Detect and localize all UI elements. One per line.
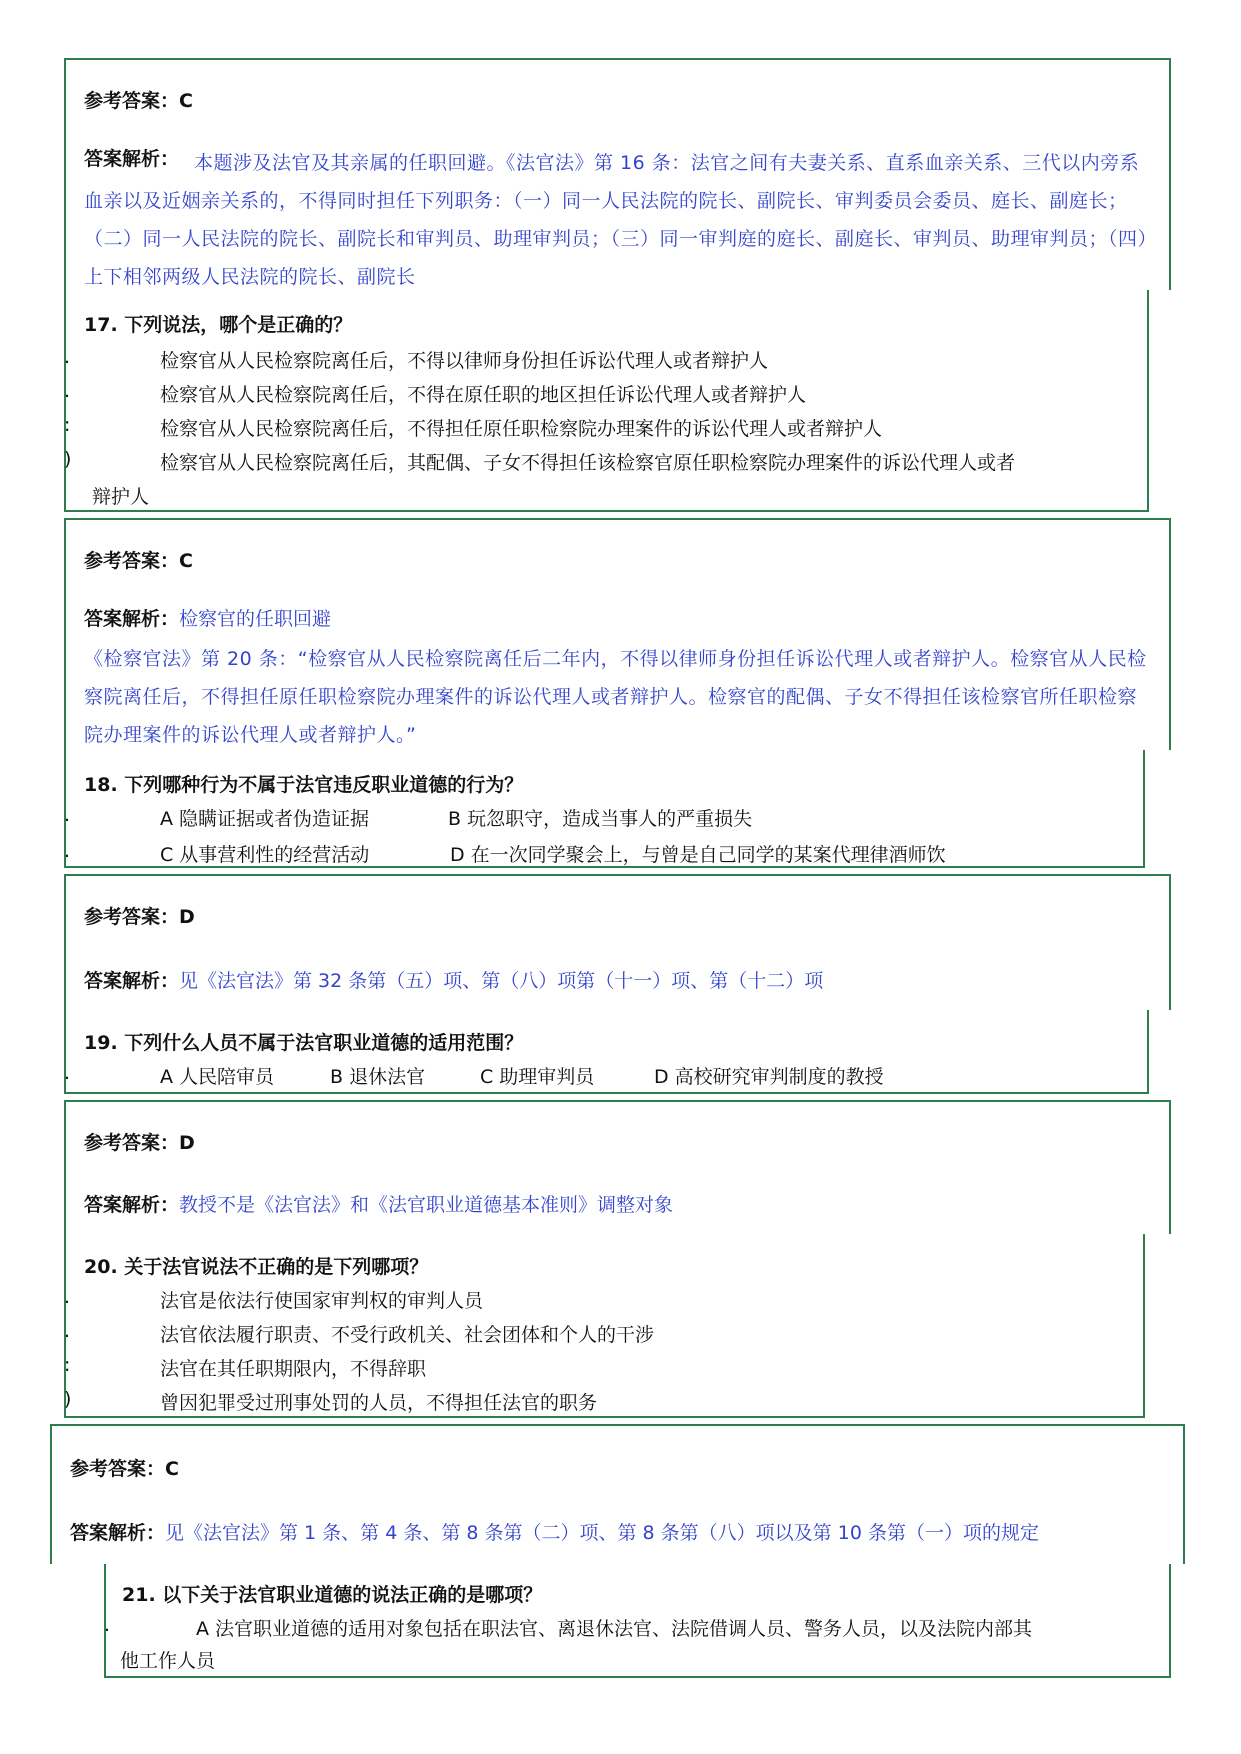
option-marker: . xyxy=(64,380,71,402)
option-marker: : xyxy=(64,1354,71,1376)
analysis-label: 答案解析： xyxy=(70,1522,166,1544)
answer-value: C xyxy=(179,550,193,572)
question-title: 21. 以下关于法官职业道德的说法正确的是哪项？ xyxy=(122,1584,543,1606)
answer-row xyxy=(70,1454,179,1484)
answer-row xyxy=(84,1128,195,1158)
option-b: B 退休法官 xyxy=(330,1066,426,1088)
answer-value: C xyxy=(165,1458,179,1480)
option-a: 法官是依法行使国家审判权的审判人员 xyxy=(160,1290,484,1312)
answer-value: C xyxy=(179,90,193,112)
question-title: 18. 下列哪种行为不属于法官违反职业道德的行为？ xyxy=(84,774,524,796)
question-title: 20. 关于法官说法不正确的是下列哪项？ xyxy=(84,1256,429,1278)
analysis-label: 答案解析： xyxy=(84,1194,180,1216)
option-marker: ) xyxy=(64,448,72,470)
analysis-label: 答案解析： xyxy=(84,970,180,992)
analysis-row xyxy=(84,1190,673,1220)
option-marker: . xyxy=(64,840,71,862)
option-a: 检察官从人民检察院离任后，不得以律师身份担任诉讼代理人或者辩护人 xyxy=(160,350,769,372)
option-a: A 隐瞒证据或者伪造证据 xyxy=(160,808,370,830)
analysis-label: 答案解析： xyxy=(84,148,180,170)
answer-label: 参考答案： xyxy=(84,1132,180,1154)
option-d: 检察官从人民检察院离任后，其配偶、子女不得担任该检察官原任职检察院办理案件的诉讼代理人或者 xyxy=(160,452,1016,474)
analysis-text: 《检察官法》第 20 条：“检察官从人民检察院离任后二年内，不得以律师身份担任诉讼代理人或者辩护人。检察官从人民检察院离任后，不得担任原任职检察院办理案件的诉讼代理人或者辩护人。检察官的配偶、子女不得担任该检察官所任职检察院办理案件的诉讼代理人或者辩护人。” xyxy=(84,648,1147,746)
answer-row xyxy=(84,86,193,116)
option-d-cont: 辩护人 xyxy=(92,486,150,508)
answer-label: 参考答案： xyxy=(70,1458,166,1480)
answer-label: 参考答案： xyxy=(84,550,180,572)
answer-row xyxy=(84,902,195,932)
answer-value: D xyxy=(179,906,195,928)
analysis-title: 检察官的任职回避 xyxy=(179,608,332,630)
option-c: 检察官从人民检察院离任后，不得担任原任职检察院办理案件的诉讼代理人或者辩护人 xyxy=(160,418,883,440)
option-b: 法官依法履行职责、不受行政机关、社会团体和个人的干涉 xyxy=(160,1324,655,1346)
question-title: 19. 下列什么人员不属于法官职业道德的适用范围？ xyxy=(84,1032,524,1054)
question-title: 17. 下列说法，哪个是正确的？ xyxy=(84,314,353,336)
option-a: A 人民陪审员 xyxy=(160,1066,275,1088)
option-b: B 玩忽职守，造成当事人的严重损失 xyxy=(448,808,753,830)
option-marker: . xyxy=(64,1062,71,1084)
option-marker: : xyxy=(64,414,71,436)
option-marker: . xyxy=(64,1286,71,1308)
analysis-row xyxy=(84,966,823,996)
option-d: 曾因犯罪受过刑事处罚的人员，不得担任法官的职务 xyxy=(160,1392,598,1414)
analysis-text: 见《法官法》第 1 条、第 4 条、第 8 条第（二）项、第 8 条第（八）项以及第 10 条第（一）项的规定 xyxy=(165,1522,1039,1544)
analysis-text: 教授不是《法官法》和《法官职业道德基本准则》调整对象 xyxy=(179,1194,674,1216)
analysis-text: 本题涉及法官及其亲属的任职回避。《法官法》第 16 条：法官之间有夫妻关系、直系血亲关系、三代以内旁系血亲以及近姻亲关系的，不得同时担任下列职务：（一）同一人民法院的院长、副院长、审判委员会委员、庭长、副庭长；（二）同一人民法院的院长、副院长和审判员、助理审判员；（三）同一审判庭的庭长、副庭长、审判员、助理审判员；（四）上下相邻两级人民法院的院长、副院长 xyxy=(84,152,1148,288)
option-a-cont: 他工作人员 xyxy=(120,1650,216,1672)
analysis-row xyxy=(84,604,331,634)
option-a: A 法官职业道德的适用对象包括在职法官、离退休法官、法院借调人员、警务人员，以及法院内部其 xyxy=(196,1618,1033,1640)
option-marker: ) xyxy=(64,1388,72,1410)
answer-label: 参考答案： xyxy=(84,906,180,928)
option-marker: . xyxy=(64,804,71,826)
option-c: 法官在其任职期限内，不得辞职 xyxy=(160,1358,427,1380)
analysis-row xyxy=(70,1518,1039,1548)
option-d: D 高校研究审判制度的教授 xyxy=(654,1066,884,1088)
option-c: C 从事营利性的经营活动 xyxy=(160,844,370,866)
option-marker: . xyxy=(64,1320,71,1342)
answer-label: 参考答案： xyxy=(84,90,180,112)
analysis-text: 见《法官法》第 32 条第（五）项、第（八）项第（十一）项、第（十二）项 xyxy=(179,970,824,992)
analysis-label: 答案解析： xyxy=(84,608,180,630)
answer-row xyxy=(84,546,193,576)
option-b: 检察官从人民检察院离任后，不得在原任职的地区担任诉讼代理人或者辩护人 xyxy=(160,384,807,406)
option-c: C 助理审判员 xyxy=(480,1066,595,1088)
option-marker: . xyxy=(104,1614,111,1636)
option-marker: . xyxy=(64,346,71,368)
option-d: D 在一次同学聚会上，与曾是自己同学的某案代理律酒师饮 xyxy=(450,844,946,866)
answer-value: D xyxy=(179,1132,195,1154)
